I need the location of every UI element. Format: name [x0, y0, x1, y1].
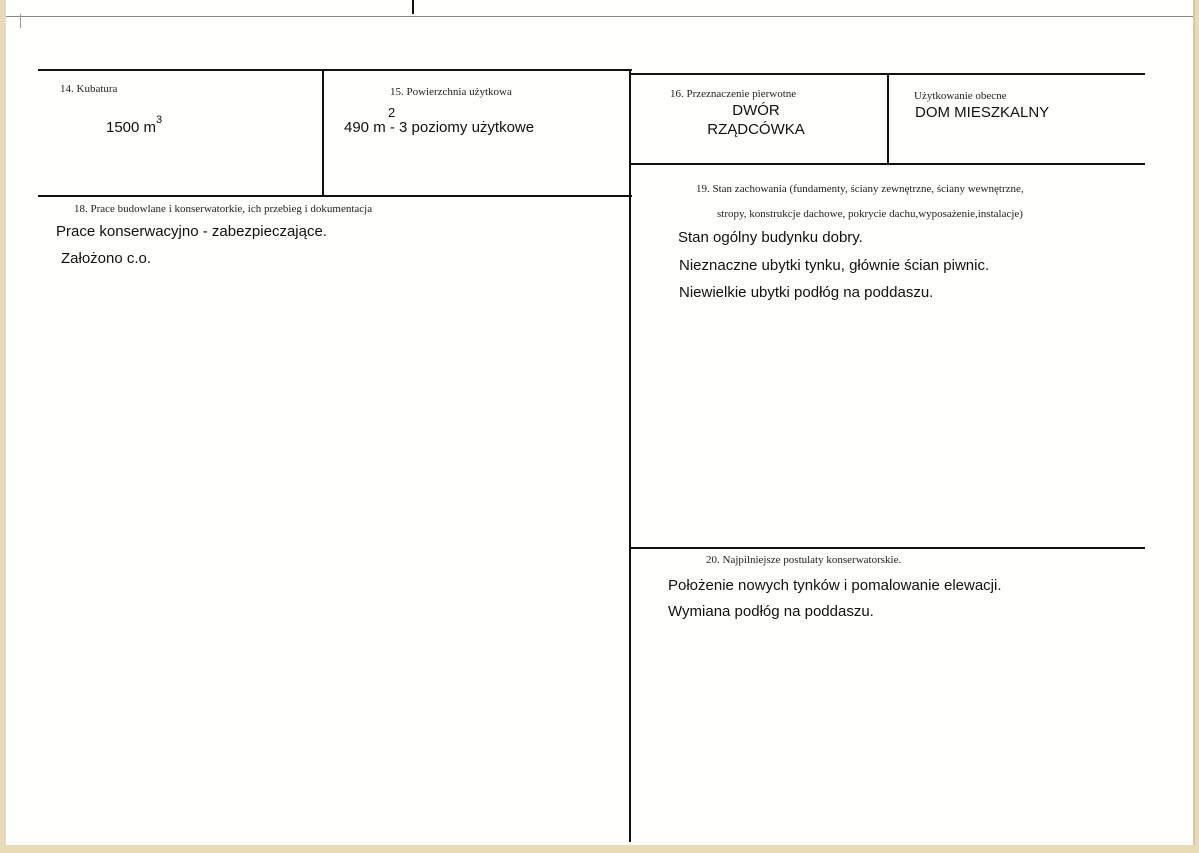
divider-uzytkowanie — [887, 74, 889, 165]
stan-line-2: Nieznaczne ubytki tynku, głównie ścian piwnic. — [679, 257, 990, 274]
prace-label: 18. Prace budowlane i konserwatorkie, ich przebieg i dokumentacja — [74, 203, 373, 215]
form-sheet — [6, 0, 1195, 845]
row1-top-line-left — [38, 69, 632, 71]
stan-label-line2: stropy, konstrukcje dachowe, pokrycie dachu,wyposażenie,instalacje) — [717, 208, 1023, 220]
left-margin-mark — [20, 14, 21, 28]
top-center-mark — [412, 0, 414, 14]
postulaty-line-2: Wymiana podłóg na poddaszu. — [668, 603, 874, 620]
powierzchnia-label: 15. Powierzchnia użytkowa — [390, 86, 512, 98]
prace-line-2: Założono c.o. — [61, 250, 152, 267]
powierzchnia-exponent: 2 — [388, 105, 396, 120]
center-divider — [629, 70, 631, 842]
postulaty-label: 20. Najpilniejsze postulaty konserwatorskie. — [706, 554, 902, 566]
przeznaczenie-line2: RZĄDCÓWKA — [707, 121, 805, 138]
stan-label-line1: 19. Stan zachowania (fundamenty, ściany zewnętrzne, ściany wewnętrzne, — [696, 183, 1024, 195]
uzytkowanie-value: DOM MIESZKALNY — [915, 104, 1050, 121]
kubatura-label: 14. Kubatura — [60, 83, 118, 95]
stan-line-3: Niewielkie ubytki podłóg na poddaszu. — [679, 284, 934, 301]
przeznaczenie-line1: DWÓR — [732, 102, 780, 119]
powierzchnia-levels: - 3 poziomy użytkowe — [385, 119, 535, 136]
kubatura-value — [106, 114, 163, 136]
kubatura-number: 1500 m — [106, 119, 157, 136]
prace-line-1: Prace konserwacyjno - zabezpieczające. — [56, 223, 327, 240]
powierzchnia-value — [344, 105, 535, 136]
top-border-line — [6, 16, 1193, 17]
przeznaczenie-label: 16. Przeznaczenie pierwotne — [670, 88, 797, 100]
postulaty-top-line — [630, 547, 1145, 549]
powierzchnia-number: 490 m — [344, 119, 386, 136]
uzytkowanie-label: Użytkowanie obecne — [914, 90, 1007, 102]
kubatura-exponent: 3 — [156, 114, 163, 126]
divider-kubatura — [322, 70, 324, 196]
row1-bottom-line-left — [38, 195, 632, 197]
postulaty-line-1: Położenie nowych tynków i pomalowanie elewacji. — [668, 577, 1002, 594]
stan-line-1: Stan ogólny budynku dobry. — [678, 229, 863, 246]
